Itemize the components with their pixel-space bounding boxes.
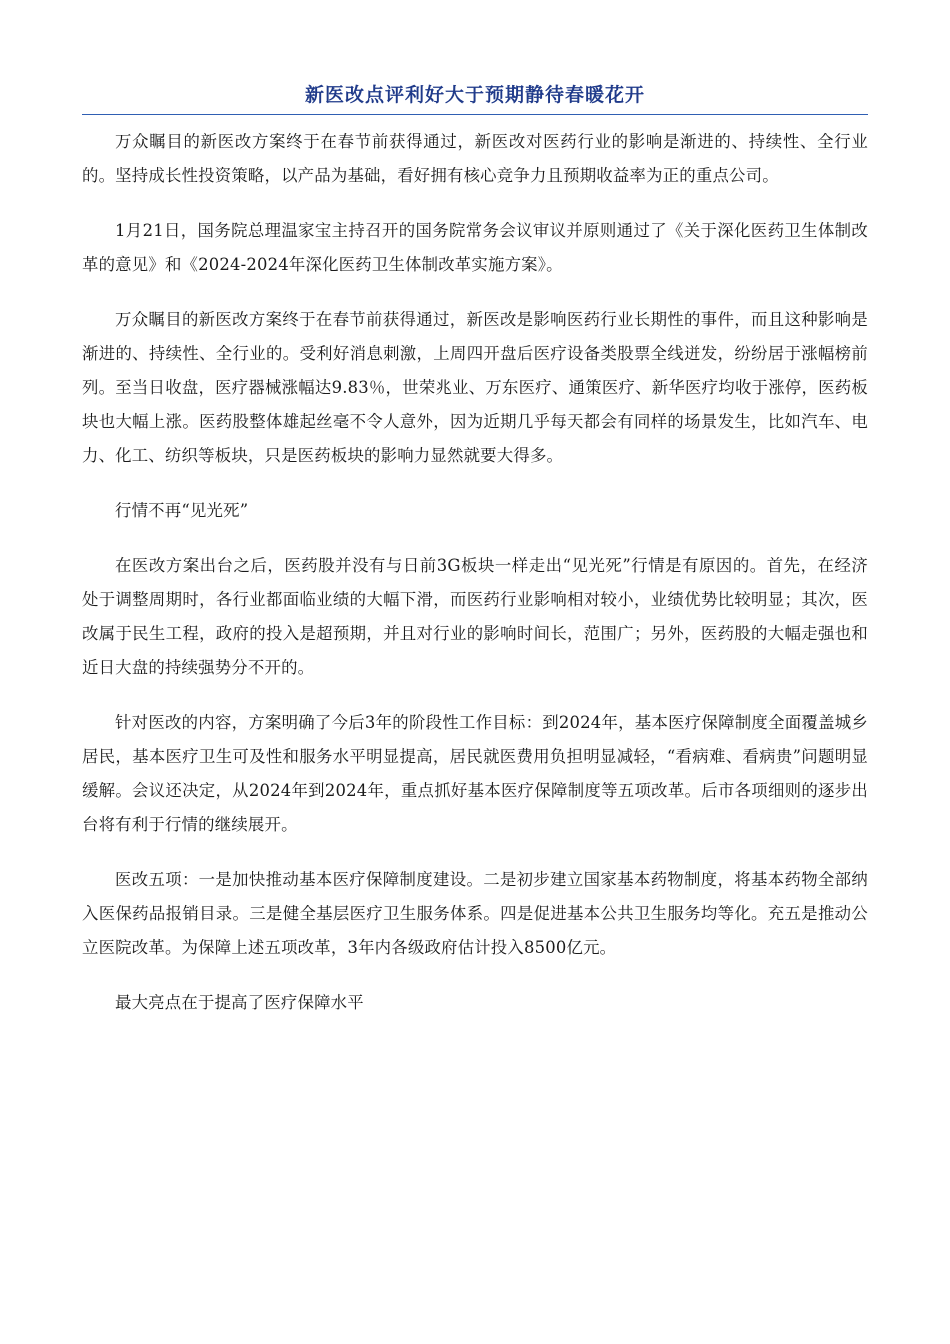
paragraph-market-reaction: 万众瞩目的新医改方案终于在春节前获得通过，新医改是影响医药行业长期性的事件，而且这种影响是渐进的、持续性、全行业的。受利好消息刺激，上周四开盘后医疗设备类股票全线迸发，纷纷居于涨幅榜前列。至当日收盘，医疗器械涨幅达9.83％，世荣兆业、万东医疗、通策医疗、新华医疗均收于涨停，医药板块也大幅上涨。医药股整体雄起丝毫不令人意外，因为近期几乎每天都会有同样的场景发生，比如汽车、电力、化工、纺织等板块，只是医药板块的影响力显然就要大得多。 bbox=[82, 310, 868, 465]
paragraph-five-reforms: 医改五项：一是加快推动基本医疗保障制度建设。二是初步建立国家基本药物制度，将基本药物全部纳入医保药品报销目录。三是健全基层医疗卫生服务体系。四是促进基本公共卫生服务均等化。充五是推动公立医院改革。为保障上述五项改革，3年内各级政府估计投入8500亿元。 bbox=[82, 870, 868, 957]
section-heading-highlight: 最大亮点在于提高了医疗保障水平 bbox=[115, 993, 364, 1012]
paragraph-intro: 万众瞩目的新医改方案终于在春节前获得通过，新医改对医药行业的影响是渐进的、持续性、全行业的。坚持成长性投资策略，以产品为基础，看好拥有核心竞争力且预期收益率为正的重点公司。 bbox=[82, 132, 868, 185]
paragraph-goals: 针对医改的内容，方案明确了今后3年的阶段性工作目标：到2024年，基本医疗保障制度全面覆盖城乡居民，基本医疗卫生可及性和服务水平明显提高，居民就医费用负担明显减轻，“看病难、看病贵”问题明显缓解。会议还决定，从2024年到2024年，重点抓好基本医疗保障制度等五项改革。后市各项细则的逐步出台将有利于行情的继续展开。 bbox=[82, 713, 868, 834]
document-title: 新医改点评利好大于预期静待春暖花开 bbox=[82, 78, 868, 115]
paragraph-meeting: 1月21日，国务院总理温家宝主持召开的国务院常务会议审议并原则通过了《关于深化医药卫生体制改革的意见》和《2024-2024年深化医药卫生体制改革实施方案》。 bbox=[82, 221, 868, 274]
section-heading-market: 行情不再“见光死” bbox=[115, 501, 249, 520]
paragraph-reasons: 在医改方案出台之后，医药股并没有与日前3G板块一样走出“见光死”行情是有原因的。首先，在经济处于调整周期时，各行业都面临业绩的大幅下滑，而医药行业影响相对较小，业绩优势比较明显；其次，医改属于民生工程，政府的投入是超预期，并且对行业的影响时间长，范围广；另外，医药股的大幅走强也和近日大盘的持续强势分不开的。 bbox=[82, 556, 868, 677]
document-page bbox=[82, 78, 868, 1020]
